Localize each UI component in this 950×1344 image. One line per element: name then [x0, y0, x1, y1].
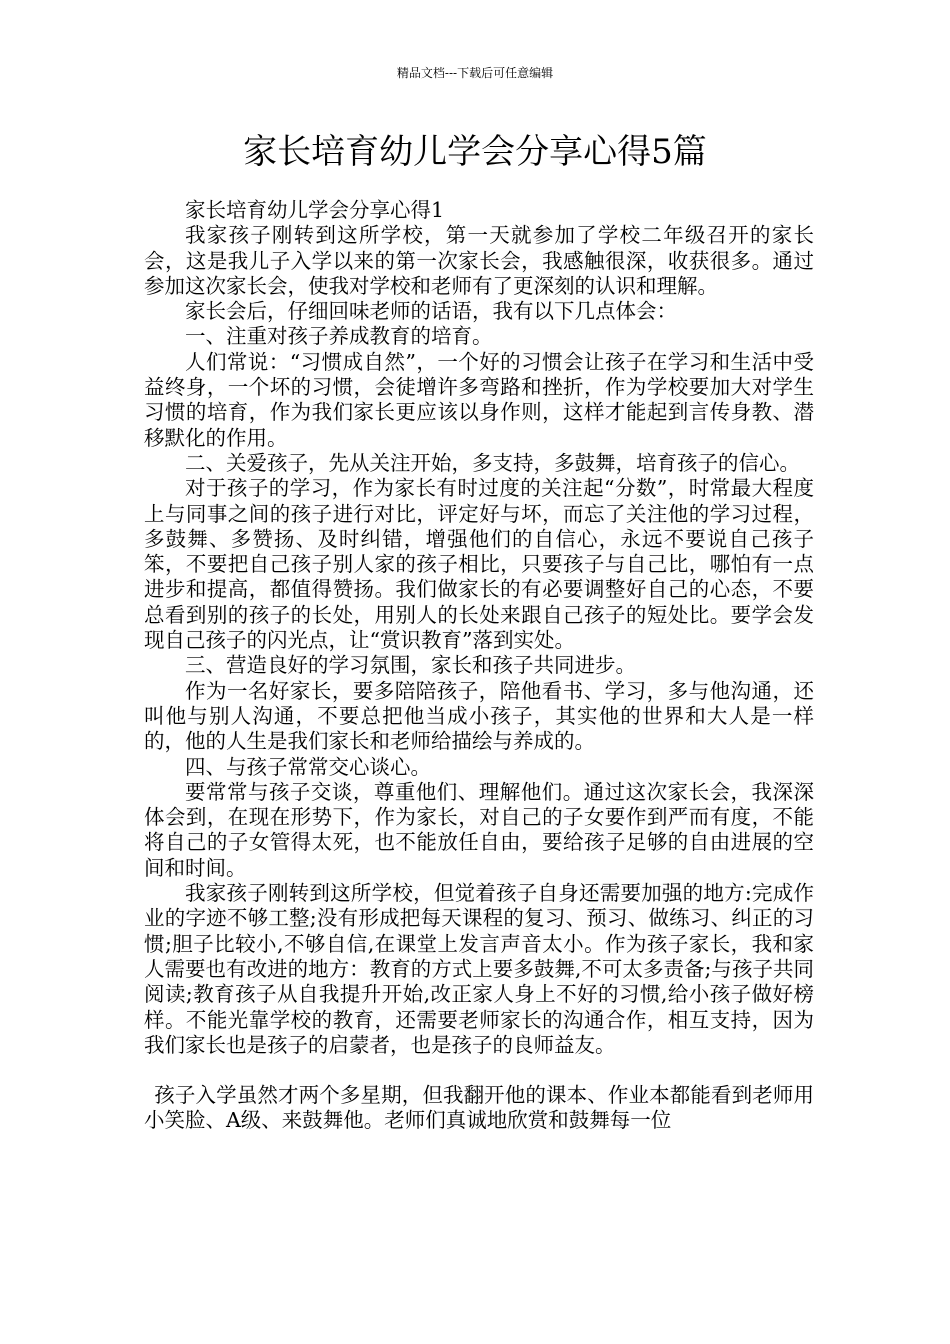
paragraph: 我家孩子刚转到这所学校，第一天就参加了学校二年级召开的家长会，这是我儿子入学以来的第一次家长会，我感触很深，收获很多。通过参加这次家长会，使我对学校和老师有了更深刻的认识和理解。	[144, 223, 814, 298]
paragraph: 作为一名好家长，要多陪陪孩子，陪他看书、学习，多与他沟通，还叫他与别人沟通，不要总把他当成小孩子，其实他的世界和大人是一样的，他的人生是我们家长和老师给描绘与养成的。	[144, 678, 814, 754]
section-heading: 家长培育幼儿学会分享心得1	[185, 198, 445, 222]
paragraph: 人们常说：“习惯成自然”，一个好的习惯会让孩子在学习和生活中受益终身，一个坏的习惯，会徒增许多弯路和挫折，作为学校要加大对学生习惯的培育，作为我们家长更应该以身作则，这样才能起到言传身教、潜移默化的作用。	[144, 349, 814, 450]
point-heading: 四、与孩子常常交心谈心。	[185, 754, 431, 779]
page-header-note: 精品文档---下载后可任意编辑	[396, 66, 554, 80]
paragraph: 我家孩子刚转到这所学校，但觉着孩子自身还需要加强的地方:完成作业的字迹不够工整;没有形成把每天课程的复习、预习、做练习、纠正的习惯;胆子比较小,不够自信,在课堂上发言声音太小。作为孩子家长，我和家人需要也有改进的地方：教育的方式上要多鼓舞,不可太多责备;与孩子共同阅读;教育孩子从自我提升开始,改正家人身上不好的习惯,给小孩子做好榜样。不能光靠学校的教育，还需要老师家长的沟通合作，相互支持，因为我们家长也是孩子的启蒙者，也是孩子的良师益友。	[144, 881, 814, 1057]
paragraph-gap	[144, 1058, 814, 1083]
paragraph: 要常常与孩子交谈，尊重他们、理解他们。通过这次家长会，我深深体会到，在现在形势下，作为家长，对自己的子女要作到严而有度，不能将自己的子女管得太死，也不能放任自由，要给孩子足够的自由进展的空间和时间。	[144, 779, 814, 880]
document-body	[144, 198, 814, 1134]
paragraph: 家长会后，仔细回味老师的话语，我有以下几点体会：	[185, 299, 677, 324]
point-heading: 二、关爱孩子，先从关注开始，多支持，多鼓舞，培育孩子的信心。	[185, 450, 800, 475]
document-title: 家长培育幼儿学会分享心得5篇	[243, 132, 707, 172]
paragraph: 孩子入学虽然才两个多星期，但我翻开他的课本、作业本都能看到老师用小笑脸、A级、来鼓舞他。老师们真诚地欣赏和鼓舞每一位	[144, 1083, 814, 1133]
paragraph: 对于孩子的学习，作为家长有时过度的关注起“分数”，时常最大程度上与同事之间的孩子进行对比，评定好与坏，而忘了关注他的学习过程，多鼓舞、多赞扬、及时纠错，增强他们的自信心，永远不要说自己孩子笨，不要把自己孩子别人家的孩子相比，只要孩子与自己比，哪怕有一点进步和提高，都值得赞扬。我们做家长的有必要调整好自己的心态，不要总看到别的孩子的长处，用别人的长处来跟自己孩子的短处比。要学会发现自己孩子的闪光点，让“赏识教育”落到实处。	[144, 476, 814, 653]
point-heading: 三、营造良好的学习氛围，家长和孩子共同进步。	[185, 653, 636, 678]
point-heading: 一、注重对孩子养成教育的培育。	[185, 324, 493, 349]
